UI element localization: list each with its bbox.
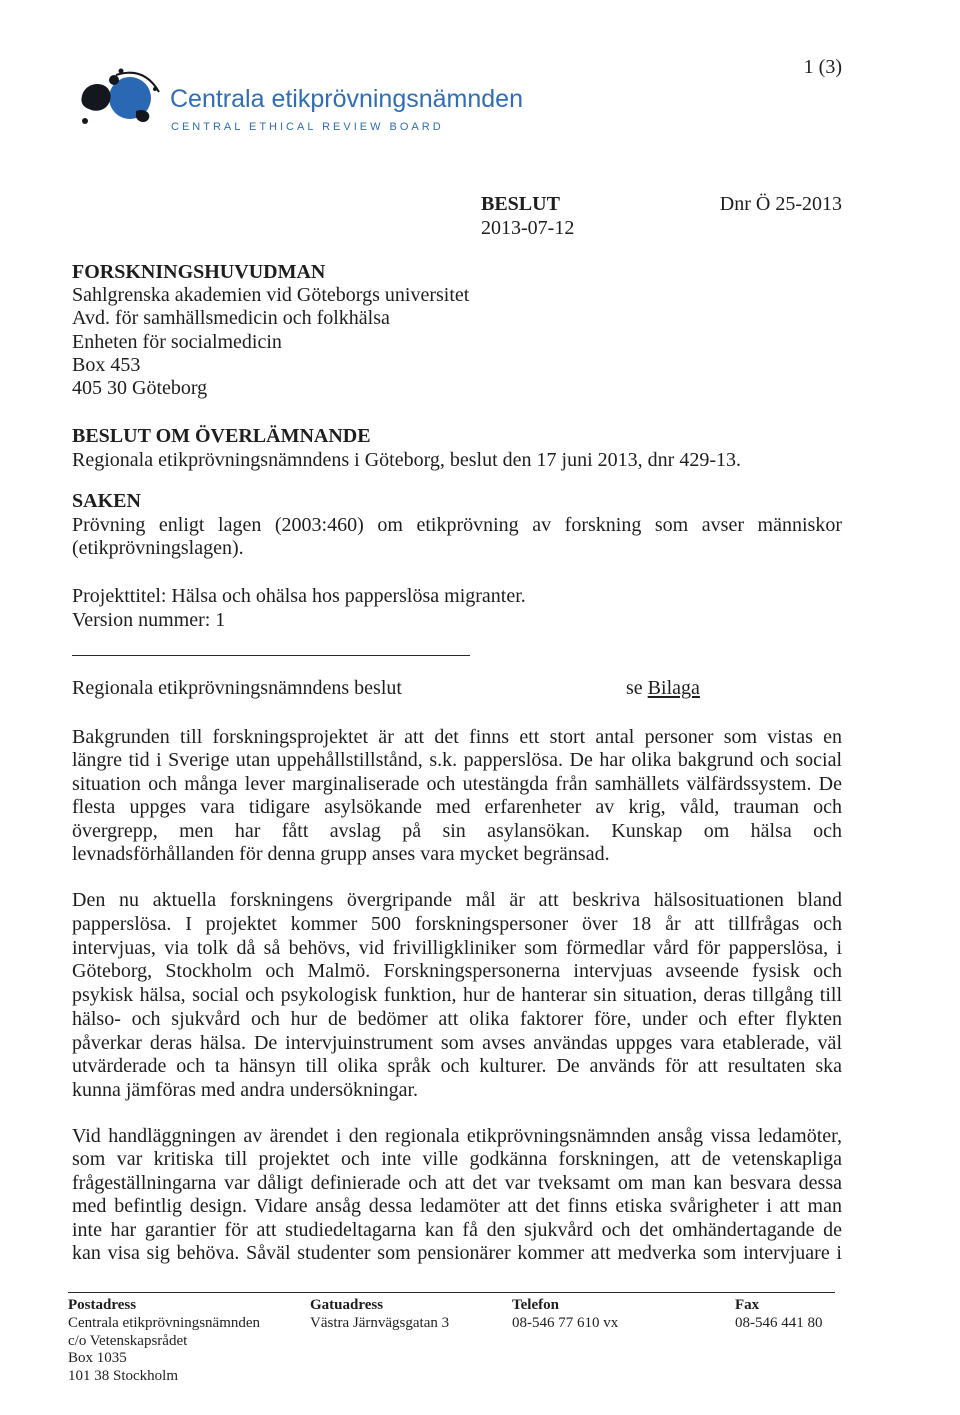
- footer-divider: [68, 1292, 835, 1293]
- paragraph-line: hälso- och sjukvård och hur de bedömer att olika faktorer före, under och efter flykten: [72, 1007, 842, 1030]
- footer-line: 08-546 77 610 vx: [512, 1314, 619, 1331]
- project-title: Projekttitel: Hälsa och ohälsa hos papperslösa migranter.: [72, 585, 526, 607]
- ruling-label: Regionala etikprövningsnämndens beslut: [72, 677, 402, 699]
- logo: [74, 66, 166, 130]
- matter-line: (etikprövningslagen).: [72, 537, 244, 559]
- ruling-reference: [626, 677, 700, 701]
- project-section: [72, 585, 526, 632]
- address-line: Enheten för socialmedicin: [72, 330, 282, 353]
- footer-heading: Gatuadress: [310, 1297, 384, 1313]
- divider: [72, 655, 470, 656]
- paragraph-line: levnadsförhållanden för denna grupp anses vara mycket begränsad.: [72, 843, 610, 866]
- paragraph-line: Göteborg, Stockholm och Malmö. Forskningspersonerna intervjuas avseende fysisk och: [72, 960, 842, 983]
- paragraph-line: Den nu aktuella forskningens övergripande mål är att beskriva hälsosituationen bland: [72, 889, 842, 911]
- matter-line: Prövning enligt lagen (2003:460) om etikprövning av forskning som avser människor: [72, 513, 842, 536]
- page-number: 1 (3): [803, 56, 842, 78]
- matter-heading: SAKEN: [72, 490, 141, 512]
- transfer-text: Regionala etikprövningsnämndens i Göteborg, beslut den 17 juni 2013, dnr 429-13.: [72, 448, 741, 471]
- paragraph-line: som var kritiska till projektet och inte ville godkänna forskningen, att de vetenskapliga: [72, 1148, 842, 1171]
- paragraph-line: påverkar deras hälsa. De intervjuinstrument som avses användas uppges vara etablerade, väl: [72, 1031, 842, 1054]
- attachment-reference: Bilaga: [647, 677, 700, 699]
- footer-line: Centrala etikprövningsnämnden: [68, 1314, 261, 1331]
- paragraph-line: inte har garantier för att studiedeltagarna kan få den sjukvård och det omhändertagande de: [72, 1218, 842, 1241]
- footer-line: 101 38 Stockholm: [68, 1368, 179, 1385]
- paragraph-line: kunna jämföras med andra undersökningar.: [72, 1079, 419, 1101]
- footer-heading: Fax: [735, 1297, 760, 1313]
- footer-fax: [735, 1297, 823, 1333]
- transfer-section: [72, 425, 741, 472]
- paragraph-line: övergrepp, men har fått avslag på sin asylansökan. Kunskap om hälsa och: [72, 819, 842, 842]
- paragraph-line: intervjuas, via tolk då så behövs, vid frivilligkliniker som förmedlar vård för papperslösa, i: [72, 936, 842, 959]
- paragraph-line: papperslösa. I projektet kommer 500 forskningspersoner över 18 år att tillfrågas och: [72, 912, 842, 935]
- body-paragraph: [72, 1125, 842, 1265]
- address-line: 405 30 Göteborg: [72, 377, 208, 400]
- address-line: Box 453: [72, 353, 141, 376]
- recipient-heading: FORSKNINGSHUVUDMAN: [72, 261, 326, 283]
- case-number: Dnr Ö 25-2013: [719, 193, 842, 215]
- paragraph-line: kan visa sig behöva. Såväl studenter som pensionärer kommer att medverka som intervjuare i: [72, 1242, 842, 1265]
- paragraph-line: utvärderade och ta hänsyn till olika språk och kulturer. De används för att resultaten ska: [72, 1055, 842, 1078]
- body-paragraph: [72, 726, 842, 866]
- paragraph-line: situation och många lever marginaliserade och utestängda från samhällets välfärdssystem. De: [72, 772, 842, 795]
- project-version: Version nummer: 1: [72, 608, 226, 631]
- footer: [0, 1297, 960, 1397]
- address-line: Sahlgrenska akademien vid Göteborgs universitet: [72, 284, 470, 307]
- address-line: Avd. för samhällsmedicin och folkhälsa: [72, 307, 390, 330]
- organization-name: Centrala etikprövningsnämnden: [170, 85, 523, 113]
- decision-date: 2013-07-12: [481, 217, 575, 239]
- footer-phone: [512, 1297, 618, 1333]
- footer-line: 08-546 441 80: [735, 1314, 823, 1331]
- footer-line: Västra Järnvägsgatan 3: [310, 1314, 450, 1331]
- paragraph-line: Vid handläggningen av ärendet i den regionala etikprövningsnämnden ansåg vissa ledamöter,: [72, 1125, 842, 1147]
- footer-line: Box 1035: [68, 1350, 127, 1367]
- paragraph-line: längre tid i Sverige utan uppehållstillstånd, s.k. papperslösa. De har olika bakgrund och social: [72, 749, 842, 772]
- matter-section: [72, 490, 842, 561]
- paragraph-line: frågeställningarna var dåligt definierade och att det var tveksamt om man kan besvara dessa: [72, 1171, 842, 1194]
- footer-heading: Telefon: [512, 1297, 559, 1313]
- decision-label: BESLUT: [481, 193, 560, 215]
- footer-line: c/o Vetenskapsrådet: [68, 1332, 188, 1349]
- paragraph-line: flesta uppges vara tidigare asylsökande med erfarenheter av krig, våld, trauman och: [72, 796, 842, 819]
- paragraph-line: psykisk hälsa, social och psykologisk funktion, hur de hanterar sin situation, deras tillgång till: [72, 984, 842, 1006]
- footer-street-address: [310, 1297, 449, 1333]
- organization-subtitle: CENTRAL ETHICAL REVIEW BOARD: [171, 121, 444, 133]
- paragraph-line: med befintlig design. Vidare ansåg dessa ledamöter att det finns etiska svårigheter i att man: [72, 1195, 842, 1218]
- transfer-heading: BESLUT OM ÖVERLÄMNANDE: [72, 425, 371, 447]
- recipient-address: [72, 261, 469, 400]
- paragraph-line: Bakgrunden till forskningsprojektet är att det finns ett stort antal personer som vistas en: [72, 726, 842, 748]
- footer-heading: Postadress: [68, 1297, 137, 1313]
- body-paragraph: [72, 889, 842, 1103]
- ruling-prefix: se: [626, 677, 643, 699]
- footer-postal-address: [68, 1297, 260, 1386]
- ethics-board-logo-icon: [74, 66, 166, 130]
